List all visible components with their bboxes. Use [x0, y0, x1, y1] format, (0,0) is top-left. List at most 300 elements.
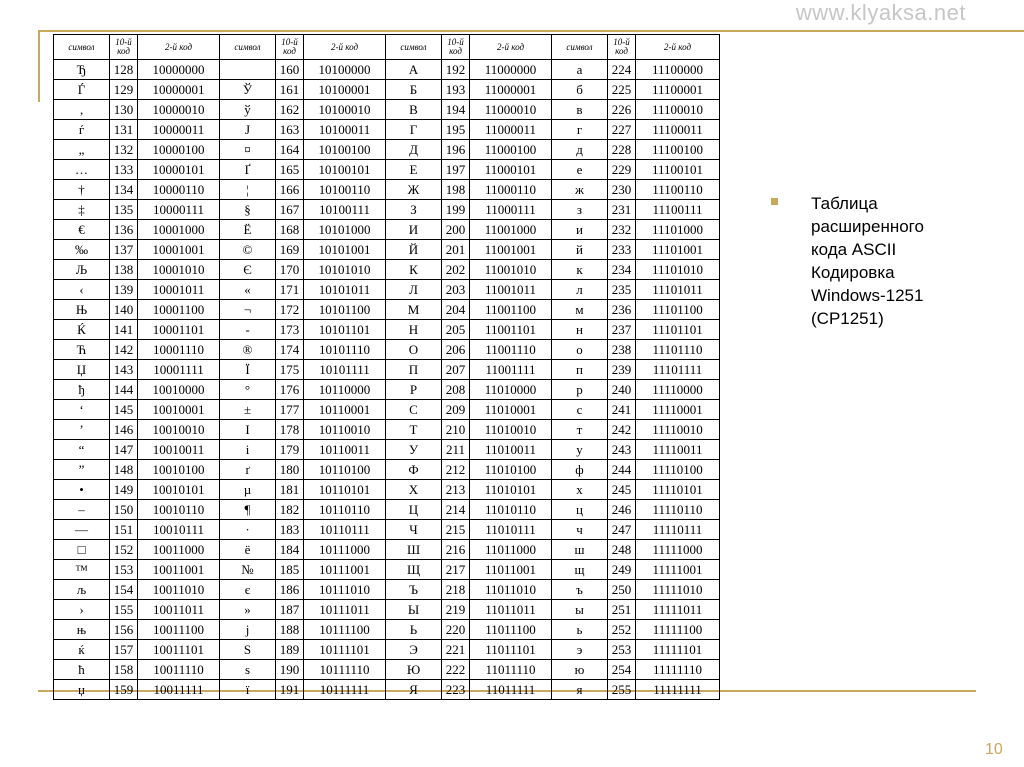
binary-code-cell: 10010000: [138, 380, 220, 400]
decimal-code-cell: 166: [276, 180, 304, 200]
decimal-code-cell: 189: [276, 640, 304, 660]
table-row: [54, 120, 720, 140]
symbol-cell: т: [552, 420, 608, 440]
symbol-cell: Ђ: [54, 60, 110, 80]
decimal-code-cell: 156: [110, 620, 138, 640]
decimal-code-cell: 246: [608, 500, 636, 520]
decimal-code-cell: 237: [608, 320, 636, 340]
symbol-cell: ћ: [54, 660, 110, 680]
caption-line: кода ASCII: [811, 240, 897, 259]
decimal-code-cell: 209: [442, 400, 470, 420]
table-row: [54, 200, 720, 220]
symbol-cell: ¦: [220, 180, 276, 200]
symbol-cell: –: [54, 500, 110, 520]
decimal-code-cell: 163: [276, 120, 304, 140]
binary-code-cell: 11011111: [470, 680, 552, 700]
symbol-cell: ј: [220, 620, 276, 640]
binary-code-cell: 11111111: [636, 680, 720, 700]
table-row: [54, 660, 720, 680]
symbol-cell: ”: [54, 460, 110, 480]
binary-code-cell: 11000000: [470, 60, 552, 80]
table-row: [54, 460, 720, 480]
decimal-code-cell: 206: [442, 340, 470, 360]
symbol-cell: Н: [386, 320, 442, 340]
symbol-cell: €: [54, 220, 110, 240]
table-row: [54, 220, 720, 240]
symbol-cell: а: [552, 60, 608, 80]
decimal-code-cell: 148: [110, 460, 138, 480]
table-row: [54, 260, 720, 280]
table-row: [54, 360, 720, 380]
decimal-code-cell: 207: [442, 360, 470, 380]
binary-code-cell: 10010111: [138, 520, 220, 540]
binary-code-cell: 11111110: [636, 660, 720, 680]
binary-code-cell: 10110010: [304, 420, 386, 440]
symbol-cell: Б: [386, 80, 442, 100]
symbol-cell: ©: [220, 240, 276, 260]
symbol-cell: Ё: [220, 220, 276, 240]
binary-code-cell: 10000100: [138, 140, 220, 160]
symbol-cell: щ: [552, 560, 608, 580]
binary-code-cell: 11110100: [636, 460, 720, 480]
symbol-cell: љ: [54, 580, 110, 600]
symbol-cell: џ: [54, 680, 110, 700]
decimal-code-cell: 254: [608, 660, 636, 680]
decimal-code-cell: 214: [442, 500, 470, 520]
table-row: [54, 580, 720, 600]
decimal-code-cell: 188: [276, 620, 304, 640]
binary-code-cell: 11010101: [470, 480, 552, 500]
symbol-cell: н: [552, 320, 608, 340]
decimal-code-cell: 227: [608, 120, 636, 140]
column-header: символ: [386, 35, 442, 60]
left-rule: [38, 30, 40, 102]
symbol-cell: †: [54, 180, 110, 200]
binary-code-cell: 11101101: [636, 320, 720, 340]
binary-code-cell: 11011101: [470, 640, 552, 660]
binary-code-cell: 11111100: [636, 620, 720, 640]
decimal-code-cell: 171: [276, 280, 304, 300]
symbol-cell: Ќ: [54, 320, 110, 340]
decimal-code-cell: 138: [110, 260, 138, 280]
decimal-code-cell: 241: [608, 400, 636, 420]
symbol-cell: с: [552, 400, 608, 420]
binary-code-cell: 10001000: [138, 220, 220, 240]
table-row: [54, 320, 720, 340]
binary-code-cell: 11110111: [636, 520, 720, 540]
decimal-code-cell: 184: [276, 540, 304, 560]
symbol-cell: є: [220, 580, 276, 600]
binary-code-cell: 11100110: [636, 180, 720, 200]
symbol-cell: Й: [386, 240, 442, 260]
binary-code-cell: 10000101: [138, 160, 220, 180]
symbol-cell: Ы: [386, 600, 442, 620]
decimal-code-cell: 157: [110, 640, 138, 660]
binary-code-cell: 11000110: [470, 180, 552, 200]
symbol-cell: з: [552, 200, 608, 220]
decimal-code-cell: 228: [608, 140, 636, 160]
symbol-cell: ў: [220, 100, 276, 120]
symbol-cell: ‹: [54, 280, 110, 300]
binary-code-cell: 11100100: [636, 140, 720, 160]
binary-code-cell: 11001010: [470, 260, 552, 280]
decimal-code-cell: 186: [276, 580, 304, 600]
decimal-code-cell: 231: [608, 200, 636, 220]
decimal-code-cell: 253: [608, 640, 636, 660]
symbol-cell: Ј: [220, 120, 276, 140]
decimal-code-cell: 158: [110, 660, 138, 680]
binary-code-cell: 10110101: [304, 480, 386, 500]
decimal-code-cell: 242: [608, 420, 636, 440]
symbol-cell: ‡: [54, 200, 110, 220]
decimal-code-cell: 205: [442, 320, 470, 340]
binary-code-cell: 10000111: [138, 200, 220, 220]
binary-code-cell: 11010100: [470, 460, 552, 480]
decimal-code-cell: 140: [110, 300, 138, 320]
symbol-cell: —: [54, 520, 110, 540]
binary-code-cell: 10101001: [304, 240, 386, 260]
decimal-code-cell: 213: [442, 480, 470, 500]
decimal-code-cell: 185: [276, 560, 304, 580]
binary-code-cell: 10110111: [304, 520, 386, 540]
decimal-code-cell: 190: [276, 660, 304, 680]
symbol-cell: ¤: [220, 140, 276, 160]
binary-code-cell: 11100000: [636, 60, 720, 80]
decimal-code-cell: 169: [276, 240, 304, 260]
table-row: [54, 420, 720, 440]
binary-code-cell: 10010011: [138, 440, 220, 460]
decimal-code-cell: 223: [442, 680, 470, 700]
table-row: [54, 680, 720, 700]
decimal-code-cell: 238: [608, 340, 636, 360]
decimal-code-cell: 245: [608, 480, 636, 500]
symbol-cell: ф: [552, 460, 608, 480]
binary-code-cell: 10111011: [304, 600, 386, 620]
symbol-cell: о: [552, 340, 608, 360]
binary-code-cell: 10011101: [138, 640, 220, 660]
symbol-cell: З: [386, 200, 442, 220]
binary-code-cell: 10111000: [304, 540, 386, 560]
decimal-code-cell: 147: [110, 440, 138, 460]
decimal-code-cell: 172: [276, 300, 304, 320]
binary-code-cell: 11100101: [636, 160, 720, 180]
binary-code-cell: 10100100: [304, 140, 386, 160]
symbol-cell: Ѓ: [54, 80, 110, 100]
binary-code-cell: 10011111: [138, 680, 220, 700]
symbol-cell: П: [386, 360, 442, 380]
symbol-cell: ђ: [54, 380, 110, 400]
binary-code-cell: 11110000: [636, 380, 720, 400]
decimal-code-cell: 198: [442, 180, 470, 200]
symbol-cell: ’: [54, 420, 110, 440]
decimal-code-cell: 251: [608, 600, 636, 620]
decimal-code-cell: 210: [442, 420, 470, 440]
table-row: [54, 400, 720, 420]
binary-code-cell: 10110001: [304, 400, 386, 420]
symbol-cell: °: [220, 380, 276, 400]
binary-code-cell: 11100011: [636, 120, 720, 140]
table-row: [54, 280, 720, 300]
decimal-code-cell: 226: [608, 100, 636, 120]
symbol-cell: ю: [552, 660, 608, 680]
binary-code-cell: 10011000: [138, 540, 220, 560]
decimal-code-cell: 187: [276, 600, 304, 620]
binary-code-cell: 10100111: [304, 200, 386, 220]
binary-code-cell: 10101101: [304, 320, 386, 340]
binary-code-cell: 10001101: [138, 320, 220, 340]
binary-code-cell: 11001011: [470, 280, 552, 300]
binary-code-cell: 10011010: [138, 580, 220, 600]
binary-code-cell: 11010011: [470, 440, 552, 460]
binary-code-cell: 11110001: [636, 400, 720, 420]
column-header: 10-й код: [442, 35, 470, 60]
symbol-cell: В: [386, 100, 442, 120]
decimal-code-cell: 132: [110, 140, 138, 160]
decimal-code-cell: 134: [110, 180, 138, 200]
symbol-cell: ё: [220, 540, 276, 560]
decimal-code-cell: 182: [276, 500, 304, 520]
symbol-cell: ‘: [54, 400, 110, 420]
table-row: [54, 540, 720, 560]
symbol-cell: К: [386, 260, 442, 280]
decimal-code-cell: 221: [442, 640, 470, 660]
binary-code-cell: 10110110: [304, 500, 386, 520]
decimal-code-cell: 248: [608, 540, 636, 560]
binary-code-cell: 11001001: [470, 240, 552, 260]
decimal-code-cell: 139: [110, 280, 138, 300]
table-row: [54, 380, 720, 400]
symbol-cell: ·: [220, 520, 276, 540]
symbol-cell: ѕ: [220, 660, 276, 680]
binary-code-cell: 10000000: [138, 60, 220, 80]
decimal-code-cell: 208: [442, 380, 470, 400]
decimal-code-cell: 216: [442, 540, 470, 560]
decimal-code-cell: 236: [608, 300, 636, 320]
decimal-code-cell: 130: [110, 100, 138, 120]
symbol-cell: И: [386, 220, 442, 240]
caption-line: Windows-1251: [811, 286, 924, 305]
symbol-cell: п: [552, 360, 608, 380]
decimal-code-cell: 196: [442, 140, 470, 160]
decimal-code-cell: 191: [276, 680, 304, 700]
column-header: 10-й код: [110, 35, 138, 60]
symbol-cell: ї: [220, 680, 276, 700]
symbol-cell: М: [386, 300, 442, 320]
binary-code-cell: 11111001: [636, 560, 720, 580]
decimal-code-cell: 193: [442, 80, 470, 100]
symbol-cell: у: [552, 440, 608, 460]
symbol-cell: □: [54, 540, 110, 560]
binary-code-cell: 11000011: [470, 120, 552, 140]
symbol-cell: і: [220, 440, 276, 460]
symbol-cell: р: [552, 380, 608, 400]
symbol-cell: л: [552, 280, 608, 300]
binary-code-cell: 11101110: [636, 340, 720, 360]
binary-code-cell: 10100011: [304, 120, 386, 140]
decimal-code-cell: 144: [110, 380, 138, 400]
decimal-code-cell: 174: [276, 340, 304, 360]
binary-code-cell: 11111000: [636, 540, 720, 560]
decimal-code-cell: 230: [608, 180, 636, 200]
symbol-cell: ш: [552, 540, 608, 560]
decimal-code-cell: 200: [442, 220, 470, 240]
decimal-code-cell: 201: [442, 240, 470, 260]
binary-code-cell: 11101011: [636, 280, 720, 300]
table-row: [54, 100, 720, 120]
symbol-cell: г: [552, 120, 608, 140]
decimal-code-cell: 178: [276, 420, 304, 440]
decimal-code-cell: 199: [442, 200, 470, 220]
table-row: [54, 620, 720, 640]
decimal-code-cell: 212: [442, 460, 470, 480]
binary-code-cell: 10101110: [304, 340, 386, 360]
binary-code-cell: 11010111: [470, 520, 552, 540]
symbol-cell: •: [54, 480, 110, 500]
binary-code-cell: 10001010: [138, 260, 220, 280]
binary-code-cell: 10001001: [138, 240, 220, 260]
binary-code-cell: 10100000: [304, 60, 386, 80]
table-row: [54, 80, 720, 100]
caption-line: Кодировка: [811, 263, 895, 282]
decimal-code-cell: 153: [110, 560, 138, 580]
symbol-cell: ъ: [552, 580, 608, 600]
caption-line: расширенного: [811, 217, 924, 236]
decimal-code-cell: 133: [110, 160, 138, 180]
symbol-cell: ѓ: [54, 120, 110, 140]
column-header: 2-й код: [636, 35, 720, 60]
symbol-cell: м: [552, 300, 608, 320]
symbol-cell: й: [552, 240, 608, 260]
binary-code-cell: 11110101: [636, 480, 720, 500]
caption-text: [811, 192, 981, 330]
table-row: [54, 300, 720, 320]
binary-code-cell: 10110000: [304, 380, 386, 400]
decimal-code-cell: 183: [276, 520, 304, 540]
decimal-code-cell: 142: [110, 340, 138, 360]
symbol-cell: Х: [386, 480, 442, 500]
decimal-code-cell: 145: [110, 400, 138, 420]
decimal-code-cell: 218: [442, 580, 470, 600]
decimal-code-cell: 202: [442, 260, 470, 280]
binary-code-cell: 11011011: [470, 600, 552, 620]
decimal-code-cell: 149: [110, 480, 138, 500]
symbol-cell: ™: [54, 560, 110, 580]
decimal-code-cell: 192: [442, 60, 470, 80]
symbol-cell: Ґ: [220, 160, 276, 180]
symbol-cell: Ж: [386, 180, 442, 200]
symbol-cell: э: [552, 640, 608, 660]
decimal-code-cell: 243: [608, 440, 636, 460]
symbol-cell: “: [54, 440, 110, 460]
decimal-code-cell: 220: [442, 620, 470, 640]
decimal-code-cell: 255: [608, 680, 636, 700]
binary-code-cell: 10000010: [138, 100, 220, 120]
binary-code-cell: 11001000: [470, 220, 552, 240]
symbol-cell: ›: [54, 600, 110, 620]
binary-code-cell: 10001011: [138, 280, 220, 300]
decimal-code-cell: 197: [442, 160, 470, 180]
decimal-code-cell: 233: [608, 240, 636, 260]
decimal-code-cell: 129: [110, 80, 138, 100]
decimal-code-cell: 151: [110, 520, 138, 540]
column-header: символ: [220, 35, 276, 60]
decimal-code-cell: 164: [276, 140, 304, 160]
table-row: [54, 240, 720, 260]
binary-code-cell: 10101100: [304, 300, 386, 320]
symbol-cell: §: [220, 200, 276, 220]
symbol-cell: к: [552, 260, 608, 280]
binary-code-cell: 10010001: [138, 400, 220, 420]
column-header: 2-й код: [304, 35, 386, 60]
table-header-row: [54, 35, 720, 60]
symbol-cell: »: [220, 600, 276, 620]
binary-code-cell: 10000001: [138, 80, 220, 100]
table-row: [54, 480, 720, 500]
symbol-cell: Г: [386, 120, 442, 140]
symbol-cell: …: [54, 160, 110, 180]
binary-code-cell: 11101100: [636, 300, 720, 320]
binary-code-cell: 10000110: [138, 180, 220, 200]
symbol-cell: я: [552, 680, 608, 700]
symbol-cell: Љ: [54, 260, 110, 280]
table-row: [54, 440, 720, 460]
decimal-code-cell: 224: [608, 60, 636, 80]
symbol-cell: Э: [386, 640, 442, 660]
symbol-cell: Я: [386, 680, 442, 700]
symbol-cell: Щ: [386, 560, 442, 580]
binary-code-cell: 10111110: [304, 660, 386, 680]
symbol-cell: Ц: [386, 500, 442, 520]
column-header: 10-й код: [276, 35, 304, 60]
decimal-code-cell: 252: [608, 620, 636, 640]
column-header: символ: [552, 35, 608, 60]
decimal-code-cell: 180: [276, 460, 304, 480]
binary-code-cell: 11011010: [470, 580, 552, 600]
symbol-cell: Ч: [386, 520, 442, 540]
symbol-cell: С: [386, 400, 442, 420]
decimal-code-cell: 161: [276, 80, 304, 100]
decimal-code-cell: 150: [110, 500, 138, 520]
binary-code-cell: 11000111: [470, 200, 552, 220]
symbol-cell: Ф: [386, 460, 442, 480]
decimal-code-cell: 170: [276, 260, 304, 280]
decimal-code-cell: 176: [276, 380, 304, 400]
binary-code-cell: 10111101: [304, 640, 386, 660]
binary-code-cell: 10010010: [138, 420, 220, 440]
binary-code-cell: 10101111: [304, 360, 386, 380]
decimal-code-cell: 168: [276, 220, 304, 240]
decimal-code-cell: 179: [276, 440, 304, 460]
decimal-code-cell: 235: [608, 280, 636, 300]
symbol-cell: Ъ: [386, 580, 442, 600]
decimal-code-cell: 229: [608, 160, 636, 180]
symbol-cell: Њ: [54, 300, 110, 320]
symbol-cell: д: [552, 140, 608, 160]
binary-code-cell: 11011000: [470, 540, 552, 560]
decimal-code-cell: 165: [276, 160, 304, 180]
symbol-cell: О: [386, 340, 442, 360]
symbol-cell: ж: [552, 180, 608, 200]
binary-code-cell: 11000101: [470, 160, 552, 180]
watermark-text: www.klyaksa.net: [795, 0, 966, 25]
binary-code-cell: 10011100: [138, 620, 220, 640]
binary-code-cell: 11100001: [636, 80, 720, 100]
symbol-cell: Є: [220, 260, 276, 280]
binary-code-cell: 11110010: [636, 420, 720, 440]
decimal-code-cell: 204: [442, 300, 470, 320]
binary-code-cell: 10111001: [304, 560, 386, 580]
caption-line: (CP1251): [811, 309, 884, 328]
